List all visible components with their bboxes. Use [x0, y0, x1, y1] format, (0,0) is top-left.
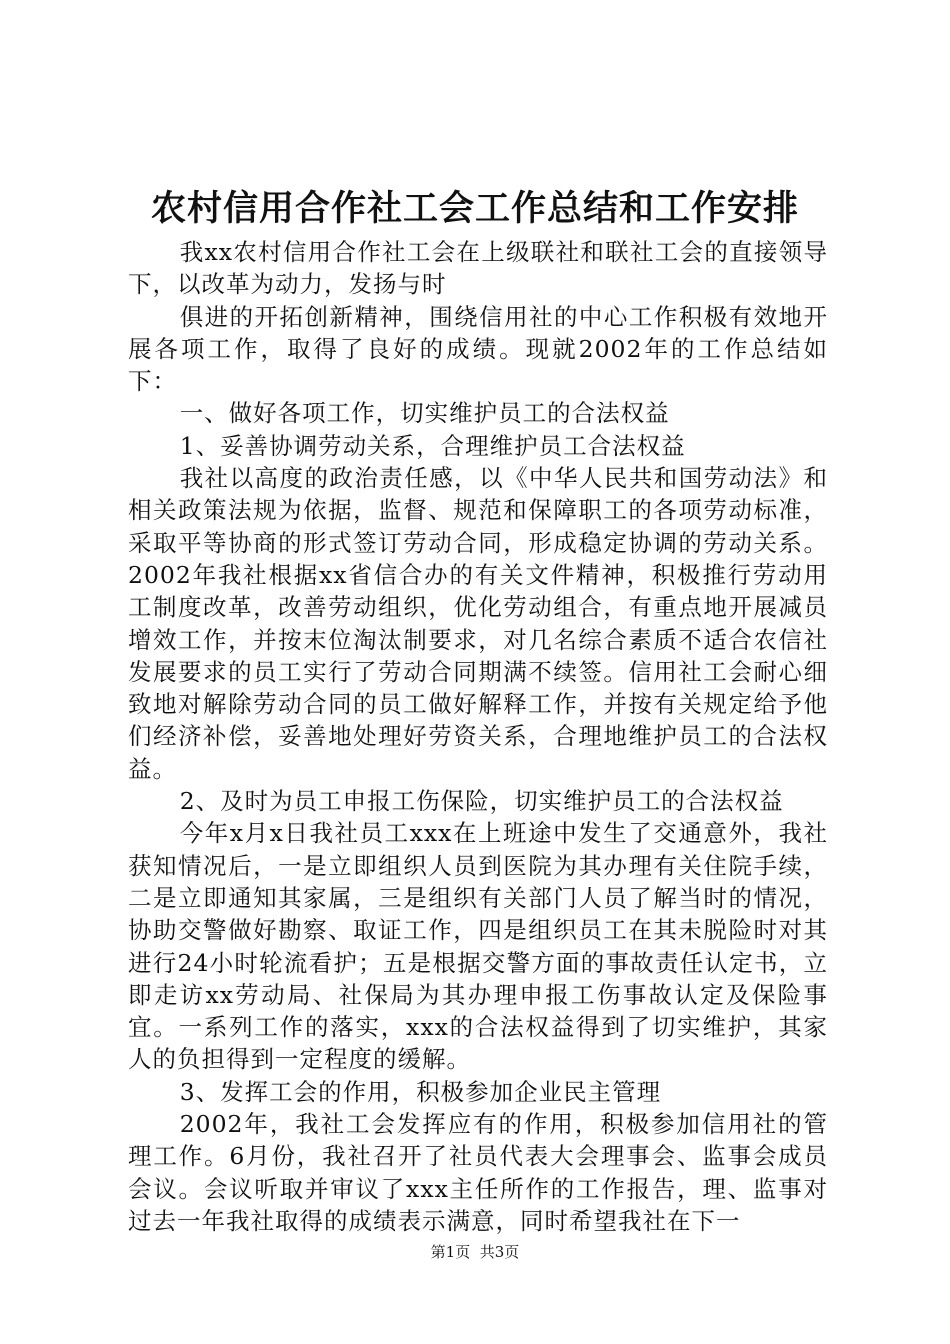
subsection-heading-3: 3、发挥工会的作用，积极参加企业民主管理 — [179, 1077, 662, 1106]
subsection-heading-2: 2、及时为员工申报工伤保险，切实维护员工的合法权益 — [179, 787, 784, 816]
page-footer — [0, 1242, 950, 1262]
page-total: 共3页 — [479, 1243, 520, 1261]
paragraph-labor-relations: 我社以高度的政治责任感，以《中华人民共和国劳动法》和相关政策法规为依据，监督、规范和保障职工的各项劳动标准，采取平等协商的形式签订劳动合同，形成稳定协调的劳动关系。2002年我社根据xx省信合办的有关文件精神，积极推行劳动用工制度改革，改善劳动组织，优化劳动组合，有重点地开展减员增效工作，并按末位淘汰制要求，对几名综合素质不适合农信社发展要求的员工实行了劳动合同期满不续签。信用社工会耐心细致地对解除劳动合同的员工做好解释工作，并按有关规定给予他们经济补偿，妥善地处理好劳资关系，合理地维护员工的合法权益。 — [128, 464, 828, 783]
document-title: 农村信用合作社工会工作总结和工作安排 — [150, 188, 799, 229]
page-number: 第1页 — [430, 1243, 471, 1261]
paragraph-intro-1: 我xx农村信用合作社工会在上级联社和联社工会的直接领导下，以改革为动力，发扬与时 — [128, 238, 828, 299]
paragraph-democratic-management: 2002年，我社工会发挥应有的作用，积极参加信用社的管理工作。6月份，我社召开了社员代表大会理事会、监事会成员会议。会议听取并审议了xxx主任所作的工作报告，理、监事对过去一年我社取得的成绩表示满意，同时希望我社在下一 — [128, 1110, 828, 1235]
section-heading-1: 一、做好各项工作，切实维护员工的合法权益 — [179, 399, 670, 428]
document-body — [128, 236, 828, 1237]
paragraph-intro-2: 俱进的开拓创新精神，围绕信用社的中心工作积极有效地开展各项工作，取得了良好的成绩。现就2002年的工作总结如下： — [128, 302, 828, 396]
subsection-heading-1: 1、妥善协调劳动关系，合理维护员工合法权益 — [179, 431, 686, 460]
paragraph-injury-insurance: 今年x月x日我社员工xxx在上班途中发生了交通意外，我社获知情况后，一是立即组织人员到医院为其办理有关住院手续，二是立即通知其家属，三是组织有关部门人员了解当时的情况，协助交警做好勘察、取证工作，四是组织员工在其未脱险时对其进行24小时轮流看护；五是根据交警方面的事故责任认定书，立即走访xx劳动局、社保局为其办理申报工伤事故认定及保险事宜。一系列工作的落实，xxx的合法权益得到了切实维护，其家人的负担得到一定程度的缓解。 — [128, 819, 828, 1074]
